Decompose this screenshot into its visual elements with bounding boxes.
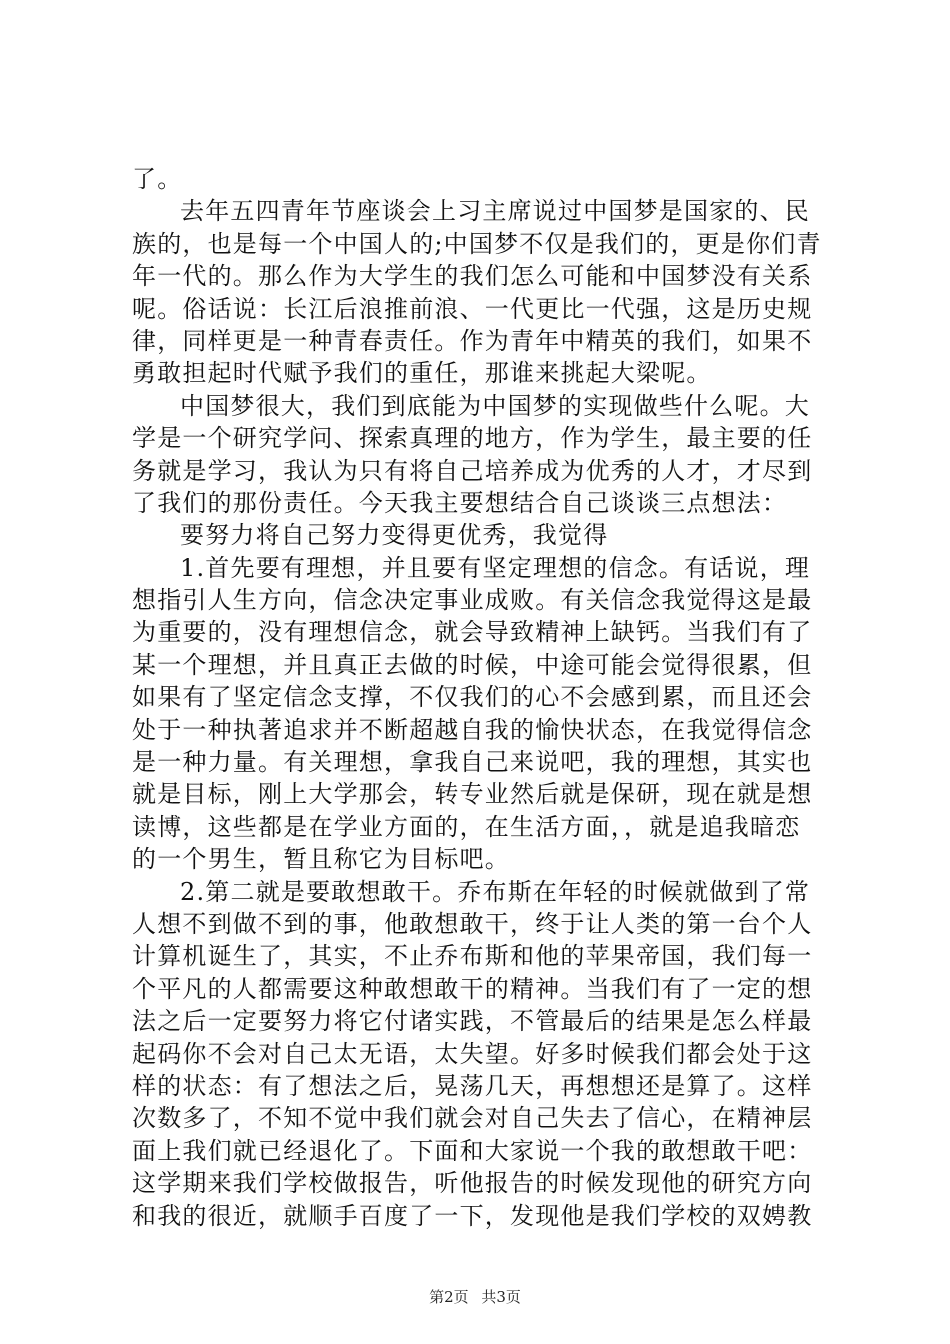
text-line: 某一个理想，并且真正去做的时候，中途可能会觉得很累，但 (132, 650, 813, 679)
text-line: 人想不到做不到的事，他敢想敢干，终于让人类的第一台个人 (132, 909, 813, 938)
text-line: 了我们的那份责任。今天我主要想结合自己谈谈三点想法： (132, 488, 788, 517)
text-line: 要努力将自己努力变得更优秀，我觉得 (180, 521, 609, 550)
text-line: 样的状态：有了想法之后，晃荡几天，再想想还是算了。这样 (132, 1071, 813, 1100)
text-line: 务就是学习，我认为只有将自己培养成为优秀的人才，才尽到 (132, 456, 813, 485)
text-line: 呢。俗话说：长江后浪推前浪、一代更比一代强，这是历史规 (132, 294, 813, 323)
text-line: 勇敢担起时代赋予我们的重任，那谁来挑起大梁呢。 (132, 359, 712, 388)
text-line: 处于一种执著追求并不断超越自我的愉快状态，在我觉得信念 (132, 715, 813, 744)
text-line: 和我的很近，就顺手百度了一下，发现他是我们学校的双娉教 (132, 1201, 813, 1230)
text-line: 族的，也是每一个中国人的;中国梦不仅是我们的，更是你们青 (132, 229, 822, 258)
text-line: 读博，这些都是在学业方面的，在生活方面，，就是追我暗恋 (132, 812, 801, 841)
text-line: 律，同样更是一种青春责任。作为青年中精英的我们，如果不 (132, 326, 813, 355)
text-line: 这学期来我们学校做报告，听他报告的时候发现他的研究方向 (132, 1169, 813, 1198)
text-line: 年一代的。那么作为大学生的我们怎么可能和中国梦没有关系 (132, 262, 813, 291)
text-line: 的一个男生，暂且称它为目标吧。 (132, 845, 510, 874)
text-line: 为重要的，没有理想信念，就会导致精神上缺钙。当我们有了 (132, 618, 813, 647)
text-line: 法之后一定要努力将它付诸实践，不管最后的结果是怎么样最 (132, 1007, 813, 1036)
text-line: 计算机诞生了，其实，不止乔布斯和他的苹果帝国，我们每一 (132, 942, 813, 971)
page-footer (0, 1287, 950, 1307)
text-line: 学是一个研究学问、探索真理的地方，作为学生，最主要的任 (132, 424, 813, 453)
text-line: 面上我们就已经退化了。下面和大家说一个我的敢想敢干吧： (132, 1136, 813, 1165)
text-line: 去年五四青年节座谈会上习主席说过中国梦是国家的、民 (180, 197, 810, 226)
text-line: 如果有了坚定信念支撑，不仅我们的心不会感到累，而且还会 (132, 683, 813, 712)
text-line: 是一种力量。有关理想，拿我自己来说吧，我的理想，其实也 (132, 748, 813, 777)
text-line: 1.首先要有理想，并且要有坚定理想的信念。有话说，理 (180, 553, 811, 582)
text-line: 次数多了，不知不觉中我们就会对自己失去了信心，在精神层 (132, 1104, 813, 1133)
text-line: 中国梦很大，我们到底能为中国梦的实现做些什么呢。大 (180, 391, 810, 420)
text-line: 就是目标，刚上大学那会，转专业然后就是保研，现在就是想 (132, 780, 813, 809)
text-line: 个平凡的人都需要这种敢想敢干的精神。当我们有了一定的想 (132, 974, 813, 1003)
text-line: 了。 (132, 165, 183, 193)
text-line: 想指引人生方向，信念决定事业成败。有关信念我觉得这是最 (132, 586, 813, 615)
page-total: 共3页 (481, 1288, 521, 1306)
document-body (132, 163, 834, 1232)
page-number: 第2页 (429, 1288, 469, 1306)
text-line: 2.第二就是要敢想敢干。乔布斯在年轻的时候就做到了常 (180, 877, 811, 906)
text-line: 起码你不会对自己太无语，太失望。好多时候我们都会处于这 (132, 1039, 813, 1068)
